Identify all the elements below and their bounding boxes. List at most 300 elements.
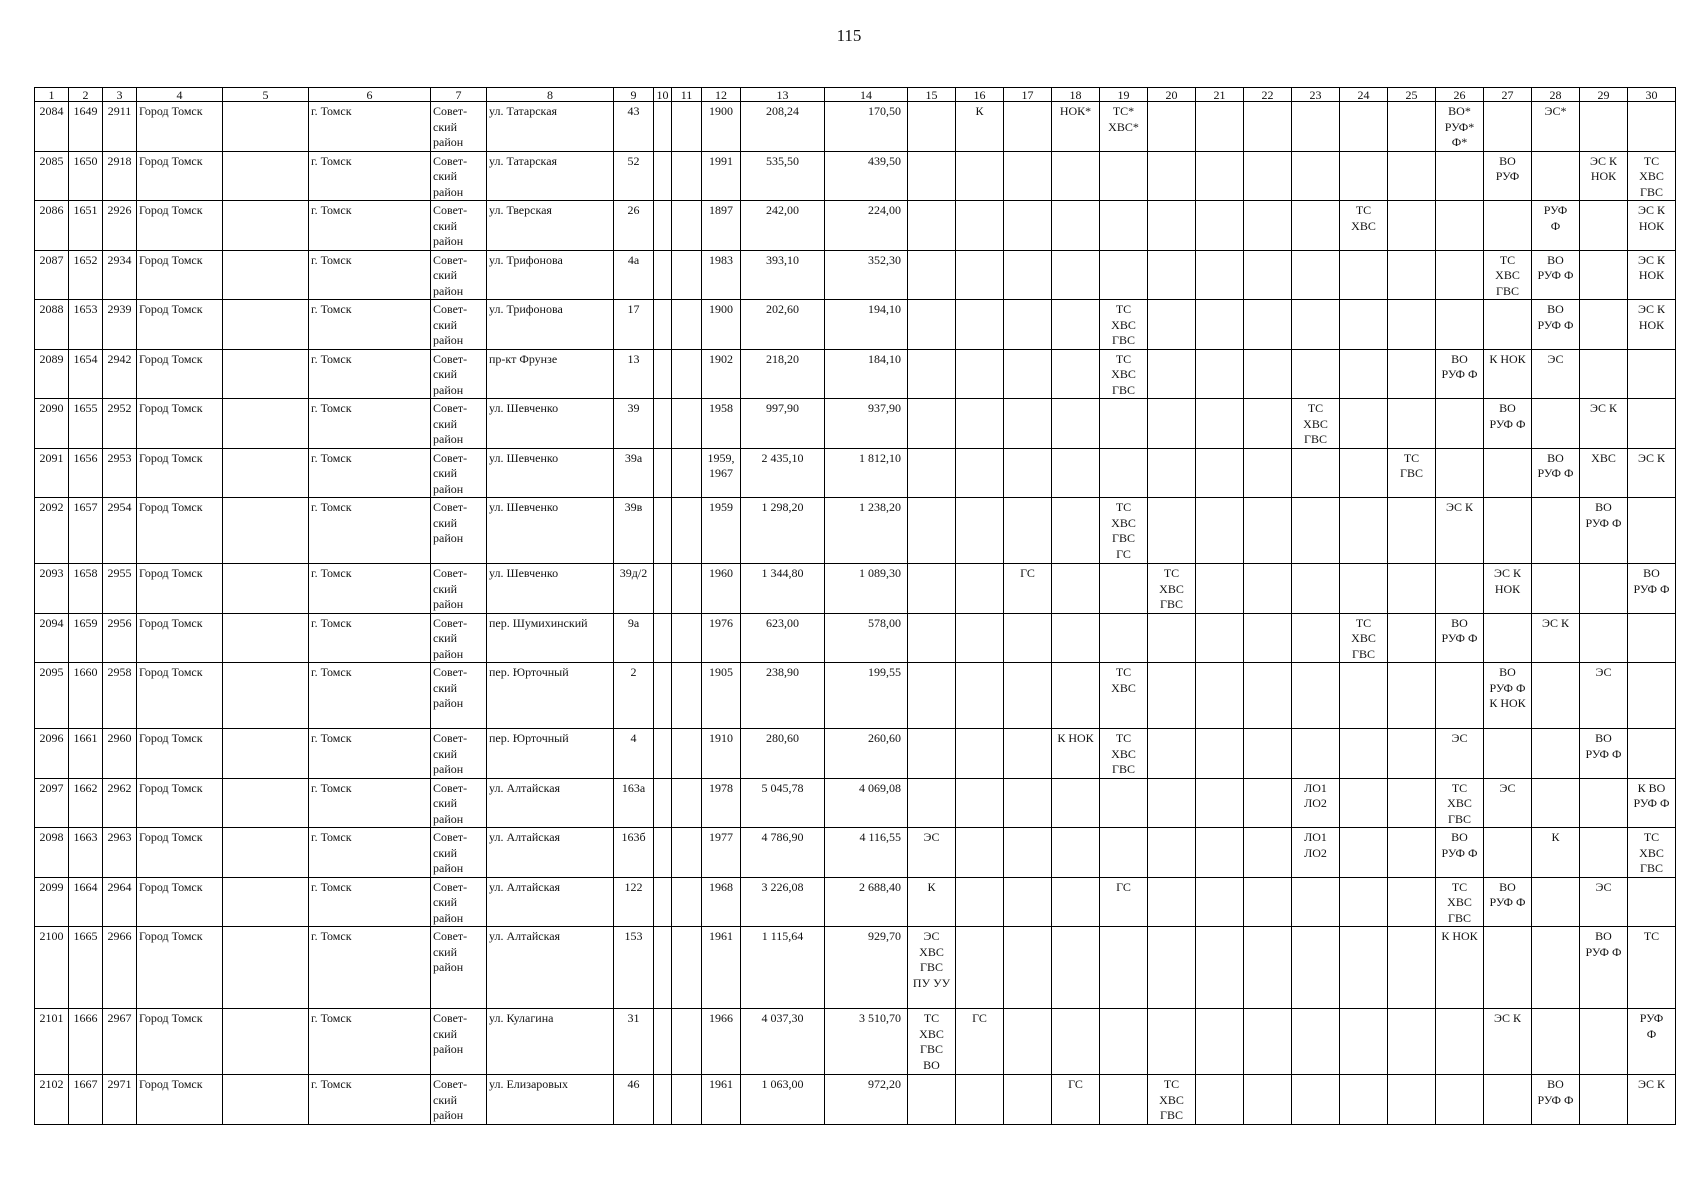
table-cell-col-24 <box>1340 250 1388 300</box>
table-cell-col-6: г. Томск <box>309 349 431 399</box>
column-number-13: 13 <box>741 88 825 102</box>
table-cell-col-10 <box>654 927 672 1009</box>
table-cell-col-5 <box>223 729 309 779</box>
table-cell-col-21 <box>1196 300 1244 350</box>
table-cell-col-10 <box>654 564 672 614</box>
table-cell-col-6: г. Томск <box>309 250 431 300</box>
table-cell-col-17: ГС <box>1004 564 1052 614</box>
table-cell-col-25 <box>1388 1075 1436 1125</box>
table-cell-col-25 <box>1388 102 1436 152</box>
table-cell-col-19 <box>1100 151 1148 201</box>
table-cell-col-2: 1667 <box>69 1075 103 1125</box>
table-cell-col-5 <box>223 778 309 828</box>
table-cell-col-28: ЭС <box>1532 349 1580 399</box>
table-cell-col-17 <box>1004 102 1052 152</box>
table-cell-col-30 <box>1628 613 1676 663</box>
table-cell-col-11 <box>672 828 702 878</box>
table-cell-col-26 <box>1436 1009 1484 1075</box>
table-cell-col-14: 4 116,55 <box>825 828 908 878</box>
table-cell-col-19 <box>1100 1075 1148 1125</box>
table-cell-col-26: ВО РУФ Ф <box>1436 613 1484 663</box>
table-cell-col-8: ул. Шевченко <box>487 564 614 614</box>
table-cell-col-7: Совет- ский район <box>431 927 487 1009</box>
table-row <box>35 877 1676 927</box>
table-cell-col-6: г. Томск <box>309 828 431 878</box>
column-number-4: 4 <box>137 88 223 102</box>
table-cell-col-22 <box>1244 564 1292 614</box>
table-cell-col-1: 2093 <box>35 564 69 614</box>
table-cell-col-21 <box>1196 498 1244 564</box>
table-cell-col-16 <box>956 564 1004 614</box>
table-cell-col-17 <box>1004 927 1052 1009</box>
table-cell-col-30 <box>1628 498 1676 564</box>
table-cell-col-16 <box>956 613 1004 663</box>
table-cell-col-21 <box>1196 250 1244 300</box>
table-cell-col-26: ВО РУФ Ф <box>1436 828 1484 878</box>
table-cell-col-10 <box>654 349 672 399</box>
table-cell-col-20 <box>1148 399 1196 449</box>
table-cell-col-29 <box>1580 250 1628 300</box>
table-cell-col-6: г. Томск <box>309 498 431 564</box>
table-cell-col-6: г. Томск <box>309 399 431 449</box>
table-cell-col-29: ВО РУФ Ф <box>1580 729 1628 779</box>
table-cell-col-30 <box>1628 877 1676 927</box>
table-cell-col-1: 2096 <box>35 729 69 779</box>
table-cell-col-21 <box>1196 877 1244 927</box>
table-cell-col-13: 242,00 <box>741 201 825 251</box>
table-cell-col-24 <box>1340 300 1388 350</box>
table-cell-col-4: Город Томск <box>137 828 223 878</box>
table-cell-col-27 <box>1484 448 1532 498</box>
column-number-3: 3 <box>103 88 137 102</box>
table-cell-col-2: 1659 <box>69 613 103 663</box>
table-cell-col-12: 1900 <box>702 300 741 350</box>
page-number: 115 <box>836 26 862 45</box>
table-cell-col-23 <box>1292 300 1340 350</box>
table-cell-col-22 <box>1244 498 1292 564</box>
table-cell-col-15: К <box>908 877 956 927</box>
table-cell-col-18 <box>1052 613 1100 663</box>
table-cell-col-29 <box>1580 102 1628 152</box>
table-cell-col-1: 2084 <box>35 102 69 152</box>
table-cell-col-5 <box>223 877 309 927</box>
table-cell-col-8: пер. Юрточный <box>487 729 614 779</box>
table-row <box>35 448 1676 498</box>
table-cell-col-24: ТС ХВС ГВС <box>1340 613 1388 663</box>
table-cell-col-2: 1663 <box>69 828 103 878</box>
table-row <box>35 613 1676 663</box>
table-cell-col-6: г. Томск <box>309 613 431 663</box>
table-cell-col-10 <box>654 663 672 729</box>
table-cell-col-5 <box>223 1075 309 1125</box>
table-cell-col-4: Город Томск <box>137 1075 223 1125</box>
table-cell-col-13: 4 786,90 <box>741 828 825 878</box>
table-cell-col-6: г. Томск <box>309 927 431 1009</box>
table-cell-col-8: ул. Алтайская <box>487 877 614 927</box>
table-cell-col-23 <box>1292 498 1340 564</box>
table-cell-col-6: г. Томск <box>309 663 431 729</box>
table-cell-col-13: 997,90 <box>741 399 825 449</box>
table-cell-col-5 <box>223 564 309 614</box>
table-cell-col-24 <box>1340 877 1388 927</box>
table-cell-col-10 <box>654 102 672 152</box>
table-cell-col-2: 1654 <box>69 349 103 399</box>
table-cell-col-20 <box>1148 349 1196 399</box>
table-cell-col-14: 170,50 <box>825 102 908 152</box>
table-cell-col-13: 4 037,30 <box>741 1009 825 1075</box>
table-cell-col-11 <box>672 927 702 1009</box>
table-cell-col-20 <box>1148 151 1196 201</box>
table-cell-col-12: 1978 <box>702 778 741 828</box>
column-number-6: 6 <box>309 88 431 102</box>
table-cell-col-10 <box>654 250 672 300</box>
column-number-14: 14 <box>825 88 908 102</box>
table-cell-col-12: 1961 <box>702 1075 741 1125</box>
table-cell-col-19: ТС ХВС ГВС <box>1100 300 1148 350</box>
table-cell-col-2: 1657 <box>69 498 103 564</box>
table-cell-col-17 <box>1004 663 1052 729</box>
table-cell-col-24 <box>1340 102 1388 152</box>
table-cell-col-4: Город Томск <box>137 1009 223 1075</box>
table-cell-col-28: ВО РУФ Ф <box>1532 300 1580 350</box>
table-cell-col-23 <box>1292 613 1340 663</box>
table-cell-col-19 <box>1100 1009 1148 1075</box>
table-cell-col-8: ул. Шевченко <box>487 448 614 498</box>
table-cell-col-3: 2918 <box>103 151 137 201</box>
table-cell-col-16 <box>956 828 1004 878</box>
table-cell-col-2: 1665 <box>69 927 103 1009</box>
table-cell-col-7: Совет- ский район <box>431 828 487 878</box>
table-cell-col-20 <box>1148 300 1196 350</box>
table-cell-col-24 <box>1340 1075 1388 1125</box>
table-cell-col-26: ЭС К <box>1436 498 1484 564</box>
table-cell-col-22 <box>1244 613 1292 663</box>
table-cell-col-17 <box>1004 250 1052 300</box>
table-cell-col-10 <box>654 201 672 251</box>
table-cell-col-15 <box>908 613 956 663</box>
table-cell-col-10 <box>654 300 672 350</box>
table-cell-col-29 <box>1580 828 1628 878</box>
table-cell-col-6: г. Томск <box>309 300 431 350</box>
table-cell-col-6: г. Томск <box>309 778 431 828</box>
table-cell-col-1: 2095 <box>35 663 69 729</box>
table-cell-col-21 <box>1196 828 1244 878</box>
table-cell-col-2: 1655 <box>69 399 103 449</box>
table-cell-col-24 <box>1340 399 1388 449</box>
table-cell-col-8: ул. Тверская <box>487 201 614 251</box>
table-cell-col-11 <box>672 778 702 828</box>
table-cell-col-27 <box>1484 828 1532 878</box>
table-row <box>35 927 1676 1009</box>
table-cell-col-20 <box>1148 498 1196 564</box>
table-cell-col-10 <box>654 877 672 927</box>
table-cell-col-30: ЭС К <box>1628 1075 1676 1125</box>
table-cell-col-13: 208,24 <box>741 102 825 152</box>
table-cell-col-9: 4а <box>614 250 654 300</box>
table-cell-col-11 <box>672 349 702 399</box>
table-cell-col-21 <box>1196 349 1244 399</box>
table-cell-col-18: НОК* <box>1052 102 1100 152</box>
table-cell-col-18: К НОК <box>1052 729 1100 779</box>
table-cell-col-4: Город Томск <box>137 498 223 564</box>
table-cell-col-12: 1959, 1967 <box>702 448 741 498</box>
table-cell-col-9: 43 <box>614 102 654 152</box>
table-cell-col-21 <box>1196 927 1244 1009</box>
table-cell-col-30: ЭС К НОК <box>1628 250 1676 300</box>
table-cell-col-1: 2089 <box>35 349 69 399</box>
table-cell-col-30: ЭС К <box>1628 448 1676 498</box>
table-cell-col-29 <box>1580 564 1628 614</box>
table-cell-col-9: 31 <box>614 1009 654 1075</box>
table-cell-col-8: ул. Шевченко <box>487 498 614 564</box>
table-cell-col-25 <box>1388 778 1436 828</box>
table-cell-col-4: Город Томск <box>137 349 223 399</box>
table-cell-col-16 <box>956 1075 1004 1125</box>
table-cell-col-8: ул. Татарская <box>487 151 614 201</box>
table-cell-col-16 <box>956 399 1004 449</box>
table-cell-col-17 <box>1004 201 1052 251</box>
table-row <box>35 778 1676 828</box>
table-cell-col-22 <box>1244 448 1292 498</box>
table-cell-col-20 <box>1148 778 1196 828</box>
table-cell-col-30 <box>1628 729 1676 779</box>
table-cell-col-18 <box>1052 349 1100 399</box>
table-cell-col-14: 199,55 <box>825 663 908 729</box>
table-cell-col-15 <box>908 448 956 498</box>
table-cell-col-21 <box>1196 448 1244 498</box>
table-cell-col-23 <box>1292 927 1340 1009</box>
table-cell-col-9: 153 <box>614 927 654 1009</box>
table-cell-col-13: 1 344,80 <box>741 564 825 614</box>
table-cell-col-3: 2963 <box>103 828 137 878</box>
table-cell-col-15 <box>908 498 956 564</box>
table-cell-col-28 <box>1532 498 1580 564</box>
table-cell-col-23 <box>1292 877 1340 927</box>
table-cell-col-17 <box>1004 613 1052 663</box>
table-cell-col-28: ЭС* <box>1532 102 1580 152</box>
table-cell-col-16: ГС <box>956 1009 1004 1075</box>
table-cell-col-22 <box>1244 102 1292 152</box>
table-cell-col-24 <box>1340 927 1388 1009</box>
table-cell-col-9: 122 <box>614 877 654 927</box>
table-cell-col-20 <box>1148 201 1196 251</box>
table-cell-col-15 <box>908 399 956 449</box>
table-cell-col-9: 13 <box>614 349 654 399</box>
table-cell-col-25 <box>1388 927 1436 1009</box>
table-cell-col-28 <box>1532 778 1580 828</box>
table-cell-col-4: Город Томск <box>137 201 223 251</box>
table-cell-col-21 <box>1196 729 1244 779</box>
table-cell-col-6: г. Томск <box>309 564 431 614</box>
table-cell-col-14: 194,10 <box>825 300 908 350</box>
table-cell-col-22 <box>1244 1075 1292 1125</box>
table-cell-col-18 <box>1052 564 1100 614</box>
table-cell-col-9: 46 <box>614 1075 654 1125</box>
table-cell-col-9: 39 <box>614 399 654 449</box>
table-cell-col-7: Совет- ский район <box>431 564 487 614</box>
table-cell-col-26 <box>1436 151 1484 201</box>
table-cell-col-18 <box>1052 1009 1100 1075</box>
column-number-12: 12 <box>702 88 741 102</box>
table-cell-col-8: ул. Кулагина <box>487 1009 614 1075</box>
table-cell-col-12: 1910 <box>702 729 741 779</box>
table-cell-col-22 <box>1244 151 1292 201</box>
table-cell-col-10 <box>654 778 672 828</box>
table-cell-col-1: 2099 <box>35 877 69 927</box>
table-cell-col-10 <box>654 498 672 564</box>
table-cell-col-23 <box>1292 201 1340 251</box>
table-cell-col-9: 39а <box>614 448 654 498</box>
table-cell-col-29 <box>1580 349 1628 399</box>
table-cell-col-21 <box>1196 663 1244 729</box>
table-cell-col-21 <box>1196 1075 1244 1125</box>
table-cell-col-9: 163а <box>614 778 654 828</box>
table-cell-col-9: 26 <box>614 201 654 251</box>
table-cell-col-6: г. Томск <box>309 1075 431 1125</box>
column-number-27: 27 <box>1484 88 1532 102</box>
register-table <box>34 87 1676 1125</box>
table-cell-col-24 <box>1340 564 1388 614</box>
table-cell-col-6: г. Томск <box>309 151 431 201</box>
table-cell-col-4: Город Томск <box>137 399 223 449</box>
table-cell-col-3: 2958 <box>103 663 137 729</box>
table-cell-col-4: Город Томск <box>137 250 223 300</box>
table-cell-col-30 <box>1628 102 1676 152</box>
table-cell-col-12: 1902 <box>702 349 741 399</box>
table-cell-col-16 <box>956 927 1004 1009</box>
column-number-9: 9 <box>614 88 654 102</box>
table-cell-col-7: Совет- ский район <box>431 151 487 201</box>
table-cell-col-29: ЭС К <box>1580 399 1628 449</box>
table-cell-col-17 <box>1004 151 1052 201</box>
table-cell-col-29 <box>1580 1009 1628 1075</box>
table-cell-col-22 <box>1244 300 1292 350</box>
column-number-10: 10 <box>654 88 672 102</box>
table-cell-col-20 <box>1148 448 1196 498</box>
table-cell-col-6: г. Томск <box>309 877 431 927</box>
table-cell-col-28 <box>1532 877 1580 927</box>
table-cell-col-12: 1900 <box>702 102 741 152</box>
table-cell-col-3: 2966 <box>103 927 137 1009</box>
table-cell-col-1: 2102 <box>35 1075 69 1125</box>
column-number-19: 19 <box>1100 88 1148 102</box>
table-cell-col-27 <box>1484 498 1532 564</box>
table-cell-col-24 <box>1340 1009 1388 1075</box>
table-cell-col-19 <box>1100 778 1148 828</box>
table-cell-col-19 <box>1100 564 1148 614</box>
table-cell-col-14: 3 510,70 <box>825 1009 908 1075</box>
table-cell-col-16 <box>956 877 1004 927</box>
table-cell-col-8: ул. Алтайская <box>487 778 614 828</box>
table-cell-col-7: Совет- ский район <box>431 102 487 152</box>
table-cell-col-7: Совет- ский район <box>431 613 487 663</box>
table-cell-col-13: 202,60 <box>741 300 825 350</box>
table-cell-col-16 <box>956 729 1004 779</box>
table-cell-col-13: 1 063,00 <box>741 1075 825 1125</box>
table-cell-col-12: 1966 <box>702 1009 741 1075</box>
table-cell-col-23 <box>1292 729 1340 779</box>
table-cell-col-11 <box>672 663 702 729</box>
table-cell-col-17 <box>1004 399 1052 449</box>
table-cell-col-26 <box>1436 1075 1484 1125</box>
table-cell-col-5 <box>223 1009 309 1075</box>
table-cell-col-27 <box>1484 1075 1532 1125</box>
table-cell-col-11 <box>672 613 702 663</box>
table-cell-col-22 <box>1244 778 1292 828</box>
table-cell-col-1: 2092 <box>35 498 69 564</box>
table-cell-col-7: Совет- ский район <box>431 498 487 564</box>
table-cell-col-22 <box>1244 201 1292 251</box>
column-number-28: 28 <box>1532 88 1580 102</box>
table-cell-col-15 <box>908 349 956 399</box>
column-number-24: 24 <box>1340 88 1388 102</box>
table-cell-col-26 <box>1436 448 1484 498</box>
table-cell-col-23 <box>1292 564 1340 614</box>
table-cell-col-10 <box>654 613 672 663</box>
table-cell-col-13: 280,60 <box>741 729 825 779</box>
table-cell-col-30 <box>1628 399 1676 449</box>
table-cell-col-24 <box>1340 828 1388 878</box>
table-cell-col-27 <box>1484 613 1532 663</box>
table-cell-col-28 <box>1532 1009 1580 1075</box>
table-cell-col-29: ВО РУФ Ф <box>1580 927 1628 1009</box>
table-cell-col-7: Совет- ский район <box>431 300 487 350</box>
table-cell-col-22 <box>1244 729 1292 779</box>
column-number-18: 18 <box>1052 88 1100 102</box>
table-cell-col-20 <box>1148 729 1196 779</box>
table-cell-col-7: Совет- ский район <box>431 1075 487 1125</box>
table-cell-col-19: ТС ХВС <box>1100 663 1148 729</box>
table-cell-col-1: 2100 <box>35 927 69 1009</box>
table-cell-col-8: ул. Трифонова <box>487 250 614 300</box>
table-cell-col-10 <box>654 1009 672 1075</box>
table-cell-col-5 <box>223 250 309 300</box>
table-cell-col-2: 1649 <box>69 102 103 152</box>
table-cell-col-17 <box>1004 1075 1052 1125</box>
table-cell-col-28 <box>1532 927 1580 1009</box>
table-cell-col-18 <box>1052 663 1100 729</box>
column-number-1: 1 <box>35 88 69 102</box>
column-number-20: 20 <box>1148 88 1196 102</box>
column-number-22: 22 <box>1244 88 1292 102</box>
table-cell-col-26: ВО РУФ Ф <box>1436 349 1484 399</box>
table-cell-col-15 <box>908 250 956 300</box>
table-cell-col-11 <box>672 1009 702 1075</box>
table-cell-col-26 <box>1436 201 1484 251</box>
table-cell-col-10 <box>654 729 672 779</box>
table-cell-col-25 <box>1388 250 1436 300</box>
table-cell-col-1: 2101 <box>35 1009 69 1075</box>
table-cell-col-24 <box>1340 498 1388 564</box>
table-cell-col-1: 2087 <box>35 250 69 300</box>
table-cell-col-2: 1658 <box>69 564 103 614</box>
table-cell-col-25 <box>1388 399 1436 449</box>
table-cell-col-7: Совет- ский район <box>431 778 487 828</box>
table-cell-col-21 <box>1196 151 1244 201</box>
table-cell-col-9: 39д/2 <box>614 564 654 614</box>
table-cell-col-27 <box>1484 201 1532 251</box>
table-cell-col-13: 3 226,08 <box>741 877 825 927</box>
table-cell-col-8: ул. Татарская <box>487 102 614 152</box>
table-cell-col-25 <box>1388 729 1436 779</box>
table-cell-col-27: ВО РУФ Ф <box>1484 399 1532 449</box>
table-cell-col-20 <box>1148 663 1196 729</box>
table-cell-col-23 <box>1292 151 1340 201</box>
table-cell-col-20 <box>1148 613 1196 663</box>
column-number-25: 25 <box>1388 88 1436 102</box>
table-cell-col-2: 1661 <box>69 729 103 779</box>
table-cell-col-4: Город Томск <box>137 663 223 729</box>
